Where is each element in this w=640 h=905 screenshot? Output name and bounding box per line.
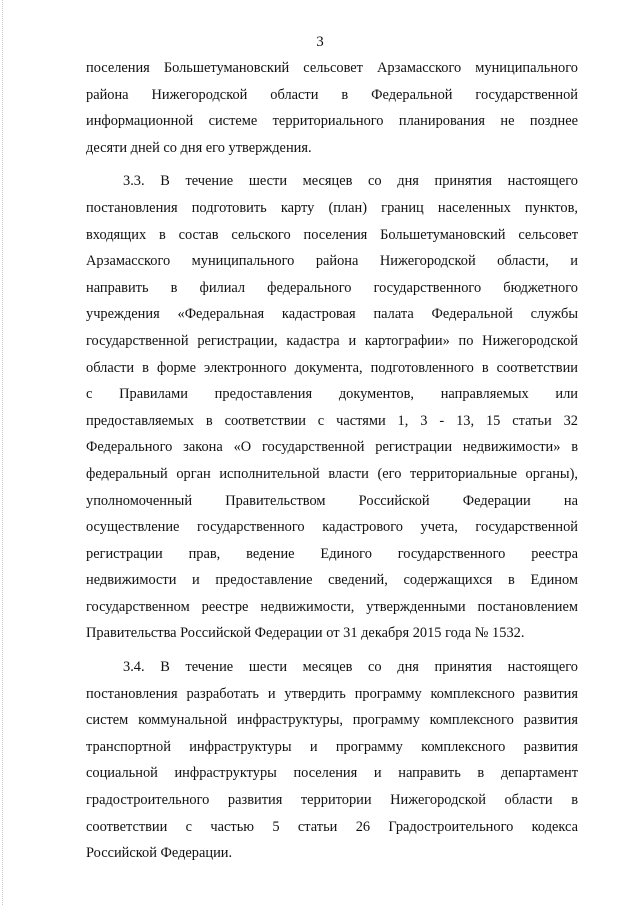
- paragraph-3-3: [86, 168, 578, 647]
- paragraph-3-4: [86, 654, 578, 867]
- text-line: осуществление государственного кадастрового учета, государственной: [86, 519, 578, 536]
- text-line: социальной инфраструктуры поселения и направить в департамент: [86, 765, 578, 782]
- text-line: области в форме электронного документа, подготовленного в соответствии: [86, 359, 578, 376]
- text-line: района Нижегородской области в Федеральной государственной: [86, 86, 578, 103]
- text-line: недвижимости и предоставление сведений, содержащихся в Едином: [86, 572, 578, 589]
- text-line: градостроительного развития территории Нижегородской области в: [86, 792, 578, 809]
- text-line: 3.3. В течение шести месяцев со дня принятия настоящего: [123, 173, 578, 190]
- text-line: учреждения «Федеральная кадастровая палата Федеральной службы: [86, 306, 578, 323]
- text-line: постановления подготовить карту (план) границ населенных пунктов,: [86, 199, 578, 216]
- text-line: Федерального закона «О государственной регистрации недвижимости» в: [86, 439, 578, 456]
- text-line: систем коммунальной инфраструктуры, программу комплексного развития: [86, 712, 578, 729]
- text-line: уполномоченный Правительством Российской Федерации на: [86, 492, 578, 509]
- text-line: предоставляемых в соответствии с частями 1, 3 - 13, 15 статьи 32: [86, 412, 578, 429]
- text-line: постановления разработать и утвердить программу комплексного развития: [86, 685, 578, 702]
- text-line: направить в филиал федерального государственного бюджетного: [86, 279, 578, 296]
- text-line: десяти дней со дня его утверждения.: [86, 139, 312, 156]
- page-number: 3: [316, 34, 324, 50]
- text-line: поселения Большетумановский сельсовет Арзамасского муниципального: [86, 60, 578, 76]
- paragraph-3-2-continuation: [86, 55, 578, 161]
- text-line: Правительства Российской Федерации от 31 декабря 2015 года № 1532.: [86, 625, 525, 642]
- document-body: [86, 55, 578, 867]
- text-line: соответствии с частью 5 статьи 26 Градостроительного кодекса: [86, 818, 578, 835]
- text-line: федеральный орган исполнительной власти (его территориальные органы),: [86, 465, 578, 482]
- text-line: с Правилами предоставления документов, направляемых или: [86, 386, 578, 403]
- text-line: информационной системе территориального планирования не позднее: [86, 113, 578, 130]
- text-line: регистрации прав, ведение Единого государственного реестра: [86, 545, 578, 562]
- scan-edge-artifact: [2, 0, 3, 905]
- text-line: входящих в состав сельского поселения Большетумановский сельсовет: [86, 226, 578, 243]
- text-line: транспортной инфраструктуры и программу комплексного развития: [86, 738, 578, 755]
- text-line: государственной регистрации, кадастра и картографии» по Нижегородской: [86, 332, 578, 349]
- text-line: 3.4. В течение шести месяцев со дня принятия настоящего: [123, 659, 578, 676]
- text-line: Российской Федерации.: [86, 845, 233, 862]
- text-line: государственном реестре недвижимости, утвержденными постановлением: [86, 598, 578, 615]
- text-line: Арзамасского муниципального района Нижегородской области, и: [86, 253, 578, 270]
